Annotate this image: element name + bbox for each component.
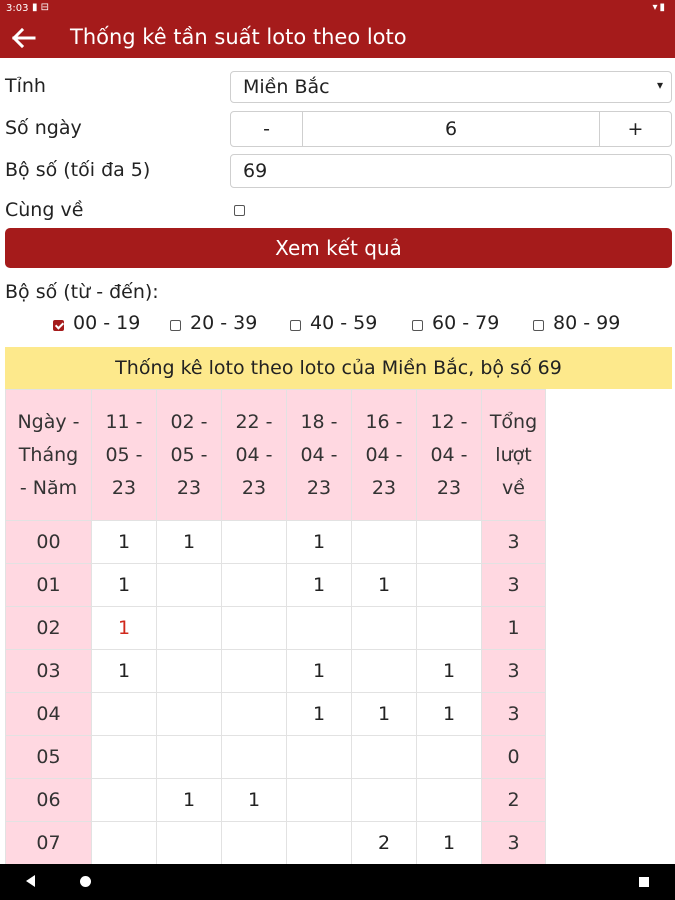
count-cell: 1	[417, 693, 482, 736]
row-number-cell: 04	[6, 693, 92, 736]
status-bar	[0, 0, 675, 18]
count-cell	[287, 822, 352, 865]
range-label: Bộ số (từ - đến):	[5, 281, 159, 303]
header-line: lượt	[495, 443, 532, 466]
date-column-header	[92, 390, 157, 521]
dropdown-caret-icon: ▾	[656, 78, 663, 92]
count-cell	[287, 607, 352, 650]
count-cell	[157, 650, 222, 693]
count-cell	[157, 736, 222, 779]
count-cell	[352, 607, 417, 650]
count-cell	[287, 736, 352, 779]
header-line: 23	[111, 476, 137, 499]
count-cell	[352, 650, 417, 693]
range-checkbox[interactable]	[290, 320, 301, 331]
count-cell: 1	[287, 650, 352, 693]
total-cell: 2	[482, 779, 546, 822]
header-line: 04 -	[235, 443, 273, 466]
row-number-cell: 07	[6, 822, 92, 865]
days-stepper	[230, 111, 672, 147]
count-cell	[92, 822, 157, 865]
notification-icons: ▮ ⊟	[32, 2, 50, 13]
count-cell	[92, 693, 157, 736]
total-cell: 3	[482, 521, 546, 564]
count-cell	[352, 521, 417, 564]
nav-home-icon[interactable]	[80, 876, 91, 887]
count-cell: 1	[157, 779, 222, 822]
count-cell	[417, 564, 482, 607]
count-cell: 1	[352, 564, 417, 607]
table-row	[6, 564, 546, 607]
count-cell: 1	[287, 693, 352, 736]
count-cell	[352, 736, 417, 779]
row-number-cell: 00	[6, 521, 92, 564]
range-option-label: 40 - 59	[310, 312, 378, 334]
count-cell	[92, 779, 157, 822]
count-cell	[417, 779, 482, 822]
total-cell: 3	[482, 650, 546, 693]
count-cell	[417, 736, 482, 779]
table-row	[6, 779, 546, 822]
row-number-cell: 02	[6, 607, 92, 650]
header-line: 11 -	[105, 410, 143, 433]
result-banner: Thống kê loto theo loto của Miền Bắc, bộ số 69	[5, 347, 672, 389]
province-value: Miền Bắc	[243, 76, 330, 98]
header-line: 23	[176, 476, 202, 499]
table-header-row	[6, 390, 546, 521]
count-cell	[287, 779, 352, 822]
together-checkbox[interactable]	[234, 205, 245, 216]
status-time: 3:03	[6, 3, 29, 14]
count-cell	[352, 779, 417, 822]
count-cell: 1	[287, 564, 352, 607]
count-cell	[157, 822, 222, 865]
numbers-input[interactable]: 69	[230, 154, 672, 188]
header-line: 05 -	[170, 443, 208, 466]
count-cell	[222, 650, 287, 693]
count-cell	[157, 607, 222, 650]
total-column-header	[482, 390, 546, 521]
count-cell: 1	[157, 521, 222, 564]
count-cell: 1	[352, 693, 417, 736]
header-line: Tổng	[489, 410, 538, 433]
total-cell: 3	[482, 822, 546, 865]
count-cell	[222, 521, 287, 564]
header-line: Ngày -	[17, 410, 80, 433]
count-cell	[417, 521, 482, 564]
back-arrow-icon[interactable]	[8, 22, 40, 54]
header-line: 23	[371, 476, 397, 499]
nav-back-icon[interactable]	[26, 875, 35, 887]
count-cell	[222, 693, 287, 736]
row-number-cell: 05	[6, 736, 92, 779]
system-nav-bar	[0, 864, 675, 900]
count-cell	[222, 736, 287, 779]
header-line: 23	[241, 476, 267, 499]
count-cell	[222, 822, 287, 865]
count-cell	[222, 564, 287, 607]
numbers-label: Bộ số (tối đa 5)	[5, 159, 151, 181]
range-options	[0, 312, 675, 338]
total-cell: 3	[482, 564, 546, 607]
table-row	[6, 650, 546, 693]
header-line: 23	[306, 476, 332, 499]
range-checkbox[interactable]	[412, 320, 423, 331]
result-table	[5, 389, 546, 865]
days-label: Số ngày	[5, 117, 82, 139]
range-option-label: 80 - 99	[553, 312, 621, 334]
date-column-header	[157, 390, 222, 521]
days-value[interactable]: 6	[444, 118, 458, 140]
header-line: 05 -	[105, 443, 143, 466]
range-checkbox[interactable]	[170, 320, 181, 331]
header-line: 04 -	[430, 443, 468, 466]
page-title: Thống kê tần suất loto theo loto	[70, 25, 407, 49]
header-line: về	[502, 476, 525, 499]
range-checkbox[interactable]	[533, 320, 544, 331]
header-line: 02 -	[170, 410, 208, 433]
date-column-header	[352, 390, 417, 521]
header-line: 04 -	[365, 443, 403, 466]
count-cell: 1	[417, 650, 482, 693]
count-cell: 1	[287, 521, 352, 564]
table-row	[6, 693, 546, 736]
range-option-label: 00 - 19	[73, 312, 141, 334]
header-line: 18 -	[300, 410, 338, 433]
header-line: 16 -	[365, 410, 403, 433]
total-cell: 1	[482, 607, 546, 650]
header-line: 23	[436, 476, 462, 499]
count-cell	[92, 736, 157, 779]
date-column-header	[6, 390, 92, 521]
days-minus-button[interactable]: -	[231, 112, 303, 146]
together-label: Cùng về	[5, 199, 84, 221]
count-cell	[417, 607, 482, 650]
date-column-header	[417, 390, 482, 521]
header-line: 22 -	[235, 410, 273, 433]
submit-button[interactable]: Xem kết quả	[5, 228, 672, 268]
header-line: Tháng	[18, 443, 79, 466]
table-row	[6, 822, 546, 865]
header-line: - Năm	[19, 476, 78, 499]
row-number-cell: 06	[6, 779, 92, 822]
count-cell: 2	[352, 822, 417, 865]
count-cell: 1	[92, 650, 157, 693]
total-cell: 3	[482, 693, 546, 736]
days-plus-button[interactable]: +	[599, 112, 671, 146]
count-cell: 1	[92, 607, 157, 650]
battery-wifi-icons: ▾▮	[652, 2, 667, 13]
range-option-label: 60 - 79	[432, 312, 500, 334]
date-column-header	[222, 390, 287, 521]
province-label: Tỉnh	[5, 75, 46, 97]
nav-recents-icon[interactable]	[639, 877, 649, 887]
row-number-cell: 03	[6, 650, 92, 693]
header-line: 04 -	[300, 443, 338, 466]
count-cell: 1	[92, 521, 157, 564]
table-row	[6, 607, 546, 650]
range-option-label: 20 - 39	[190, 312, 258, 334]
count-cell	[222, 607, 287, 650]
count-cell: 1	[417, 822, 482, 865]
count-cell	[157, 693, 222, 736]
row-number-cell: 01	[6, 564, 92, 607]
range-checkbox[interactable]	[53, 320, 64, 331]
header-line: 12 -	[430, 410, 468, 433]
count-cell: 1	[92, 564, 157, 607]
table-row	[6, 736, 546, 779]
app-bar	[0, 18, 675, 58]
total-cell: 0	[482, 736, 546, 779]
province-select[interactable]	[230, 71, 672, 103]
table-row	[6, 521, 546, 564]
count-cell	[157, 564, 222, 607]
count-cell: 1	[222, 779, 287, 822]
date-column-header	[287, 390, 352, 521]
